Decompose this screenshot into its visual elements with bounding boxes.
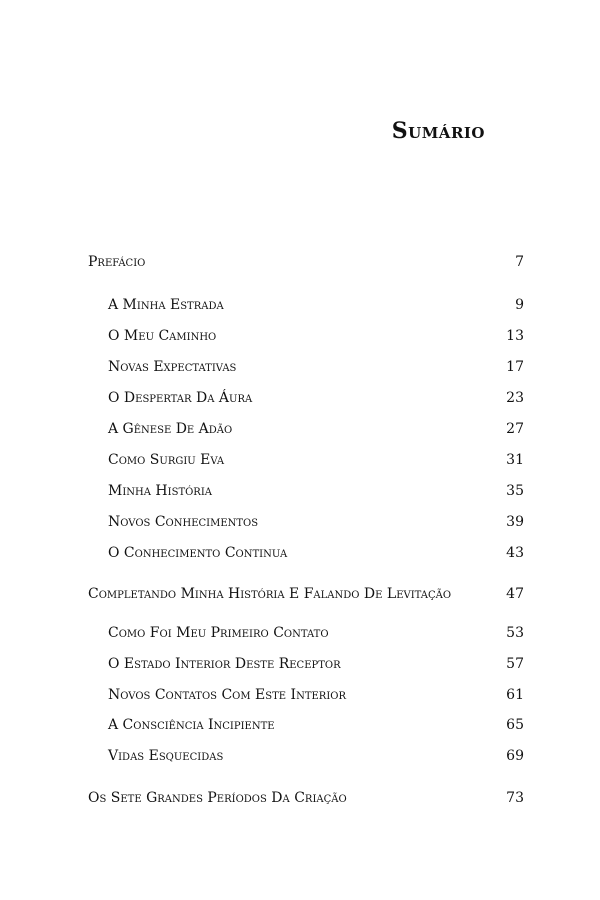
toc-entry-page: 73 xyxy=(506,790,524,806)
toc-entry[interactable] xyxy=(88,625,524,647)
toc-entry-page: 23 xyxy=(506,390,524,406)
toc-entry-page: 65 xyxy=(506,717,524,733)
toc-entry-label: Minha História xyxy=(108,483,213,499)
toc-entry-page: 61 xyxy=(506,687,524,703)
toc-entry-page: 39 xyxy=(506,514,524,530)
toc-entry-label: O Conhecimento Continua xyxy=(108,545,288,561)
toc-entry-chapter[interactable] xyxy=(88,790,524,812)
toc-entry[interactable] xyxy=(88,297,524,319)
toc-entry-chapter[interactable] xyxy=(88,586,524,608)
toc-entry-label: O Estado Interior Deste Receptor xyxy=(108,656,341,672)
toc-entry-label: A Consciência Incipiente xyxy=(108,717,275,733)
toc-entry-label: Vidas Esquecidas xyxy=(108,748,224,764)
toc-entry-label: Os Sete Grandes Períodos Da Criação xyxy=(88,790,347,806)
toc-entry-page: 47 xyxy=(506,586,524,602)
toc-entry-page: 57 xyxy=(506,656,524,672)
toc-entry-page: 9 xyxy=(515,297,524,313)
toc-entry[interactable] xyxy=(88,483,524,505)
toc-entry[interactable] xyxy=(88,452,524,474)
toc-entry[interactable] xyxy=(88,328,524,350)
toc-entry[interactable] xyxy=(88,656,524,678)
toc-entry-label: A Minha Estrada xyxy=(108,297,224,313)
toc-entry[interactable] xyxy=(88,514,524,536)
toc-entry[interactable] xyxy=(88,687,524,709)
toc-entry-page: 53 xyxy=(506,625,524,641)
toc-entry-label: A Gênese De Adão xyxy=(108,421,233,437)
toc-entry-label: Novos Conhecimentos xyxy=(108,514,259,530)
toc-entry-prefacio[interactable] xyxy=(88,254,524,276)
toc-entry-label: Completando Minha História E Falando De Levitação xyxy=(88,586,452,602)
toc-entry[interactable] xyxy=(88,545,524,567)
toc-entry[interactable] xyxy=(88,359,524,381)
toc-entry-label: Novas Expectativas xyxy=(108,359,237,375)
toc-entry[interactable] xyxy=(88,421,524,443)
toc-entry-page: 69 xyxy=(506,748,524,764)
toc-entry-page: 31 xyxy=(506,452,524,468)
toc-entry-page: 17 xyxy=(506,359,524,375)
toc-entry-label: Como Foi Meu Primeiro Contato xyxy=(108,625,329,641)
page-title: Sumário xyxy=(391,118,485,144)
toc-entry-page: 35 xyxy=(506,483,524,499)
toc-entry-page: 43 xyxy=(506,545,524,561)
toc-entry-label: Prefácio xyxy=(88,254,146,270)
toc-entry-page: 13 xyxy=(506,328,524,344)
toc-entry-page: 7 xyxy=(515,254,524,270)
toc-entry-label: O Despertar Da Áura xyxy=(108,390,253,406)
toc-entry-label: Novos Contatos Com Este Interior xyxy=(108,687,346,703)
toc-entry-label: O Meu Caminho xyxy=(108,328,217,344)
toc-entry-label: Como Surgiu Eva xyxy=(108,452,225,468)
toc-entry[interactable] xyxy=(88,717,524,739)
toc-entry[interactable] xyxy=(88,748,524,770)
toc-entry[interactable] xyxy=(88,390,524,412)
toc-entry-page: 27 xyxy=(506,421,524,437)
